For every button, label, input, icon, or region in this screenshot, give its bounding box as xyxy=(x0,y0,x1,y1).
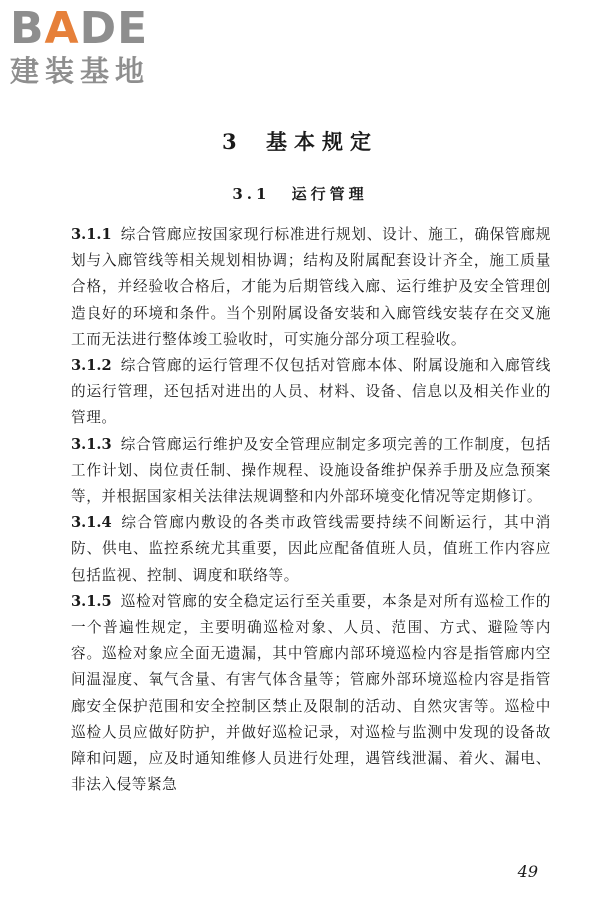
clause-text: 综合管廊内敷设的各类市政管线需要持续不间断运行，其中消防、供电、监控系统尤其重要，因此应配备值班人员，值班工作内容应包括监视、控制、调度和联络等。 xyxy=(71,514,551,584)
logo-letter-a: A xyxy=(44,3,80,54)
chapter-title-text: 基本规定 xyxy=(265,129,378,154)
document-body xyxy=(71,222,551,798)
section-number: 3.1 xyxy=(232,185,271,203)
clause-text: 巡检对管廊的安全稳定运行至关重要，本条是对所有巡检工作的一个普遍性规定，主要明确巡检对象、人员、范围、方式、避险等内容。巡检对象应全面无遗漏，其中管廊内部环境巡检内容是指管廊内空间温湿度、氧气含量、有害气体含量等；管廊外部环境巡检内容是指管廊安全保护范围和安全控制区禁止及限制的活动、自然灾害等。巡检中巡检人员应做好防护，并做好巡检记录，对巡检与监测中发现的设备故障和问题，应及时通知维修人员进行处理，遇管线泄漏、着火、漏电、非法入侵等紧急 xyxy=(71,592,551,794)
brand-logo xyxy=(10,3,185,88)
logo-letters-de: DE xyxy=(79,3,149,54)
section-title xyxy=(0,183,600,204)
clause-text: 综合管廊运行维护及安全管理应制定多项完善的工作制度，包括工作计划、岗位责任制、操作规程、设施设备维护保养手册及应急预案等，并根据国家相关法律法规调整和内外部环境变化情况等定期修订。 xyxy=(71,435,551,506)
page-number: 49 xyxy=(517,862,538,881)
chapter-number: 3 xyxy=(222,129,244,154)
clause-text: 综合管廊的运行管理不仅包括对管廊本体、附属设施和入廊管线的运行管理，还包括对进出的人员、材料、设备、信息以及相关作业的管理。 xyxy=(71,357,551,427)
logo-letter-b: B xyxy=(10,3,45,54)
clause-number: 3.1.3 xyxy=(71,435,112,453)
clause-number: 3.1.4 xyxy=(71,514,112,532)
clause-3-1-5 xyxy=(71,589,551,799)
clause-text: 综合管廊应按国家现行标准进行规划、设计、施工，确保管廊规划与入廊管线等相关规划相协调；结构及附属配套设计齐全，施工质量合格，并经验收合格后，才能为后期管线入廊、运行维护及安全管理创造良好的环境和条件。当个别附属设备安装和入廊管线安装存在交叉施工而无法进行整体竣工验收时，可实施分部分项工程验收。 xyxy=(71,226,551,348)
chapter-title xyxy=(0,126,600,156)
logo-subtitle: 建装基地 xyxy=(10,54,151,88)
clause-3-1-4 xyxy=(71,510,551,589)
clause-number: 3.1.5 xyxy=(71,592,112,610)
clause-3-1-3 xyxy=(71,432,551,511)
clause-number: 3.1.2 xyxy=(71,357,112,375)
logo-wordmark xyxy=(10,3,185,54)
clause-3-1-2 xyxy=(71,353,551,432)
clause-3-1-1 xyxy=(71,222,551,353)
section-title-text: 运行管理 xyxy=(291,185,368,203)
clause-number: 3.1.1 xyxy=(71,226,112,243)
